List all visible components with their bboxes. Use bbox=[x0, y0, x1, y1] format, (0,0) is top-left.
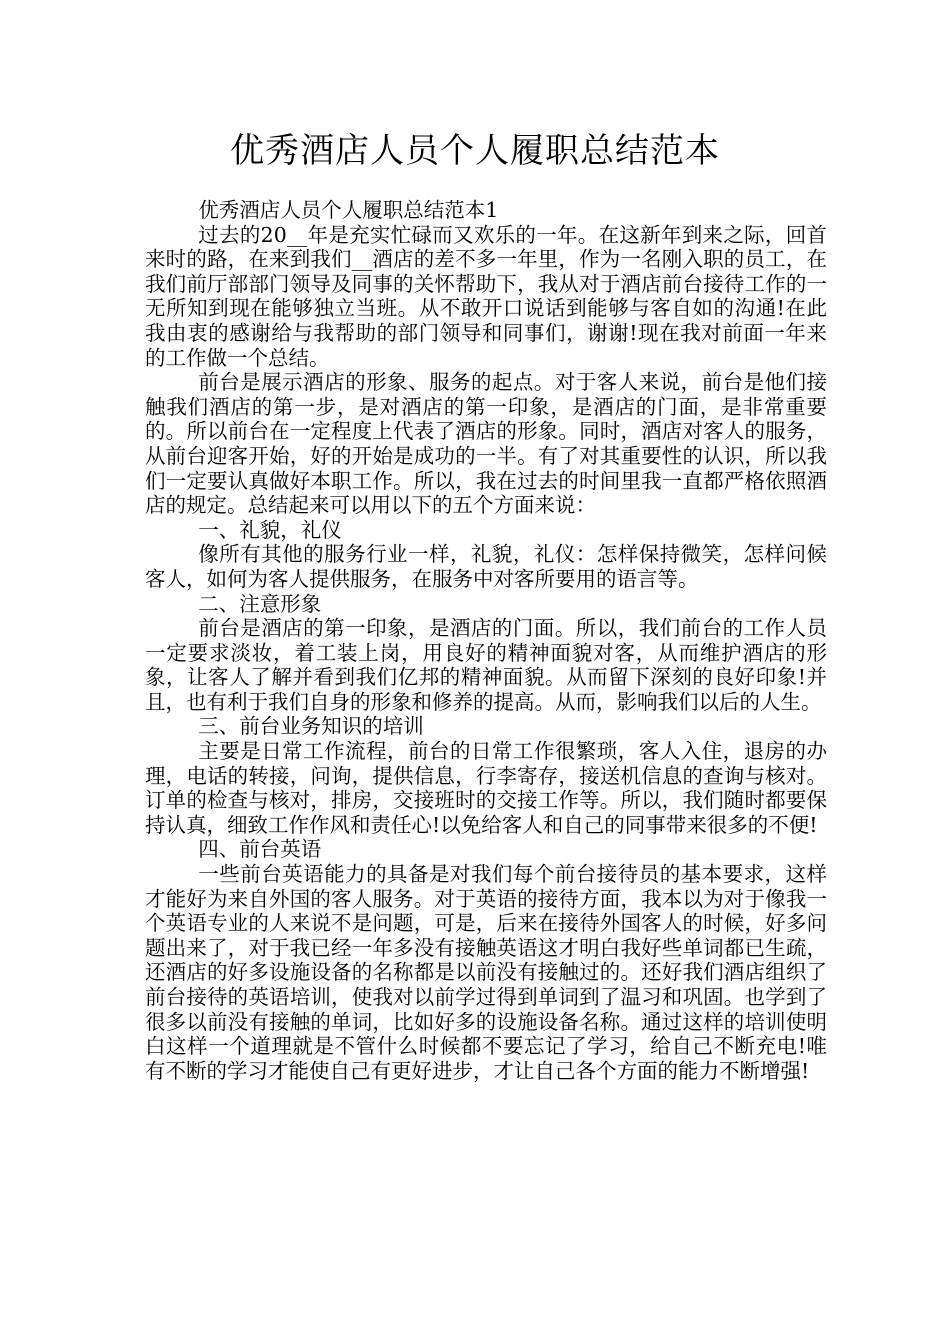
section-heading-training: 三、前台业务知识的培训 bbox=[198, 714, 424, 739]
front-desk-paragraph: 前台是展示酒店的形象、服务的起点。对于客人来说，前台是他们接触我们酒店的第一步，是对酒店的第一印象，是酒店的门面，是非常重要的。所以前台在一定程度上代表了酒店的形象。同时，酒店对客人的服务，从前台迎客开始，好的开始是成功的一半。有了对其重要性的认识，所以我们一定要认真做好本职工作。所以，我在过去的时间里我一直都严格依照酒店的规定。总结起来可以用以下的五个方面来说： bbox=[145, 370, 827, 518]
section-text-image: 前台是酒店的第一印象，是酒店的门面。所以，我们前台的工作人员一定要求淡妆，着工装上岗，用良好的精神面貌对客，从而维护酒店的形象，让客人了解并看到我们亿邦的精神面貌。从而留下深刻的良好印象!并且，也有利于我们自身的形象和修养的提高。从而，影响我们以后的人生。 bbox=[145, 616, 827, 714]
document-body bbox=[145, 198, 827, 1083]
document-title: 优秀酒店人员个人履职总结范本 bbox=[230, 131, 720, 171]
section-heading-image: 二、注意形象 bbox=[198, 591, 322, 616]
section-text-training: 主要是日常工作流程，前台的日常工作很繁琐，客人入住，退房的办理，电话的转接，问询，提供信息，行李寄存，接送机信息的查询与核对。订单的检查与核对，排房，交接班时的交接工作等。所以，我们随时都要保持认真，细致工作作风和责任心!以免给客人和自己的同事带来很多的不便! bbox=[145, 739, 827, 837]
section-text-etiquette: 像所有其他的服务行业一样，礼貌，礼仪：怎样保持微笑，怎样问候客人，如何为客人提供服务，在服务中对客所要用的语言等。 bbox=[145, 542, 827, 591]
document-subtitle: 优秀酒店人员个人履职总结范本1 bbox=[198, 198, 499, 222]
section-heading-etiquette: 一、礼貌，礼仪 bbox=[198, 517, 342, 542]
section-text-english: 一些前台英语能力的具备是对我们每个前台接待员的基本要求，这样才能好为来自外国的客人服务。对于英语的接待方面，我本以为对于像我一个英语专业的人来说不是问题，可是，后来在接待外国客人的时候，好多问题出来了，对于我已经一年多没有接触英语这才明白我好些单词都已生疏，还酒店的好多设施设备的名称都是以前没有接触过的。还好我们酒店组织了前台接待的英语培训，使我对以前学过得到单词到了温习和巩固。也学到了很多以前没有接触的单词，比如好多的设施设备名称。通过这样的培训使明白这样一个道理就是不管什么时候都不要忘记了学习，给自己不断充电!唯有不断的学习才能使自己有更好进步，才让自己各个方面的能力不断增强! bbox=[145, 862, 827, 1083]
intro-paragraph: 过去的20__年是充实忙碌而又欢乐的一年。在这新年到来之际，回首来时的路，在来到我们__酒店的差不多一年里，作为一名刚入职的员工，在我们前厅部部门领导及同事的关怀帮助下，我从对于酒店前台接待工作的一无所知到现在能够独立当班。从不敢开口说话到能够与客自如的沟通!在此我由衷的感谢给与我帮助的部门领导和同事们，谢谢!现在我对前面一年来的工作做一个总结。 bbox=[145, 222, 827, 370]
section-heading-english: 四、前台英语 bbox=[198, 837, 322, 862]
